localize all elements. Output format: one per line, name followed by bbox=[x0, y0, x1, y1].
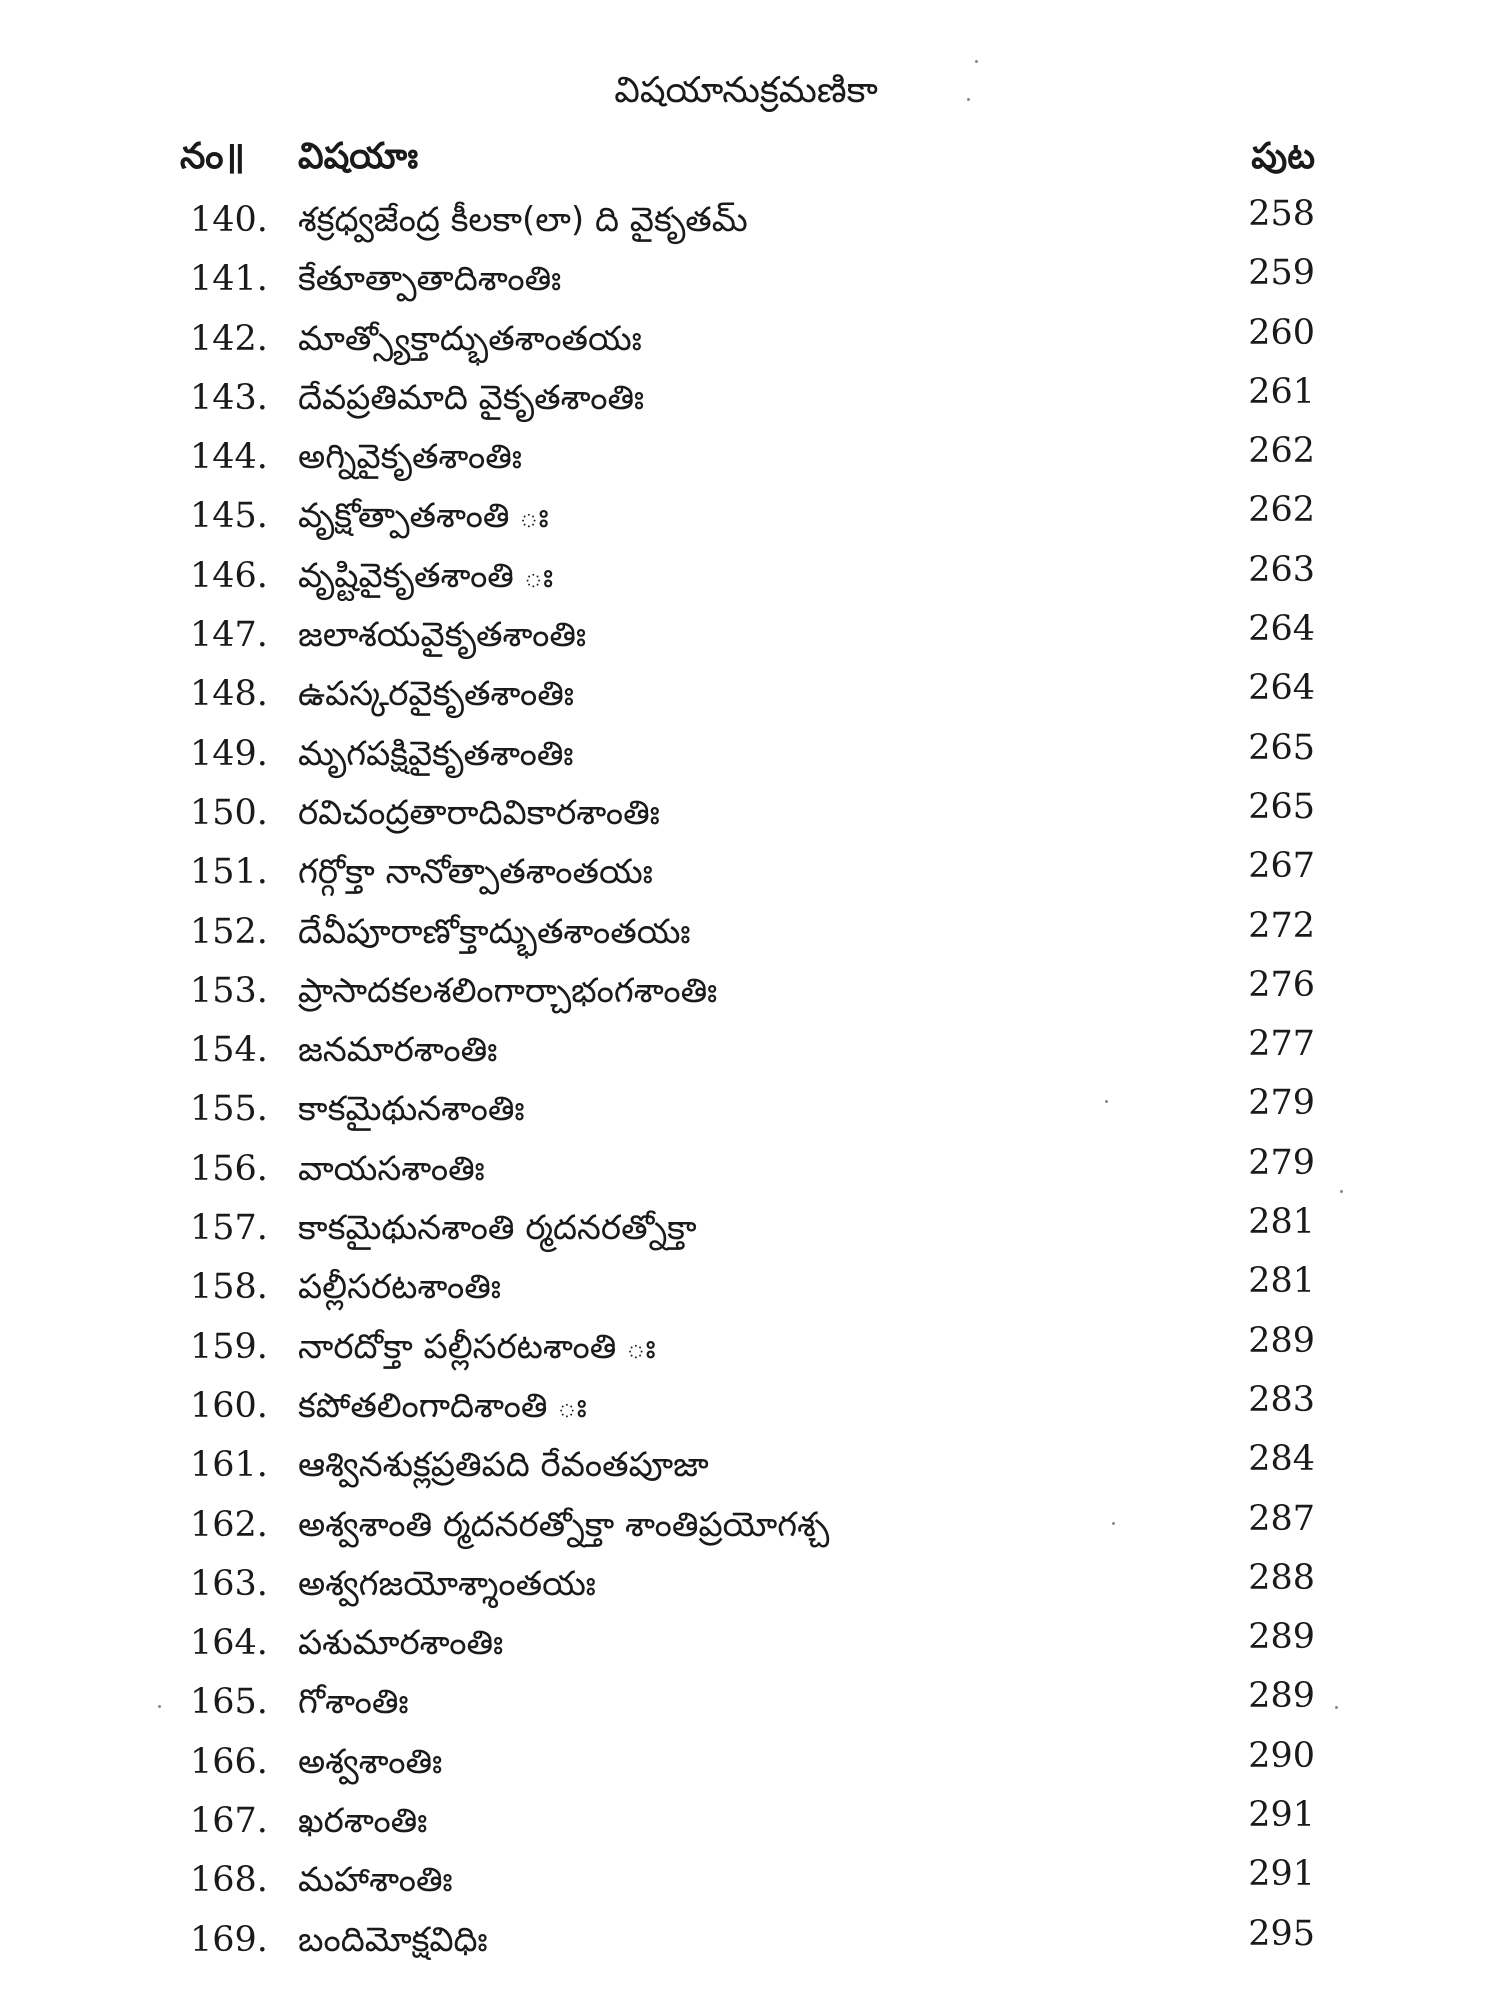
entry-number: 145. bbox=[190, 496, 268, 537]
toc-row bbox=[190, 312, 1315, 378]
toc-row bbox=[190, 1202, 1315, 1267]
entry-page: 264 bbox=[1248, 668, 1315, 709]
toc-row bbox=[190, 1676, 1315, 1741]
entry-subject: దేవప్రతిమాది వైకృతశాంతిః bbox=[298, 377, 645, 418]
table-of-contents bbox=[190, 194, 1315, 1979]
toc-row bbox=[190, 1913, 1315, 1979]
entry-number: 154. bbox=[190, 1030, 268, 1071]
toc-row bbox=[190, 1617, 1315, 1682]
entry-page: 265 bbox=[1248, 727, 1315, 768]
scan-speck bbox=[1105, 1100, 1108, 1103]
toc-row bbox=[190, 609, 1315, 674]
toc-row bbox=[190, 1142, 1315, 1208]
entry-page: 283 bbox=[1248, 1379, 1315, 1420]
toc-row bbox=[190, 1439, 1315, 1504]
entry-page: 290 bbox=[1248, 1735, 1315, 1776]
toc-row bbox=[190, 371, 1315, 437]
entry-page: 279 bbox=[1248, 1083, 1315, 1124]
header-page: పుట bbox=[1251, 136, 1315, 177]
entry-subject: కాకమైథునశాంతిః bbox=[298, 1089, 525, 1130]
entry-number: 167. bbox=[190, 1801, 268, 1842]
toc-row bbox=[190, 905, 1315, 971]
entry-page: 265 bbox=[1248, 786, 1315, 827]
entry-number: 151. bbox=[190, 852, 268, 893]
scan-speck bbox=[1335, 1706, 1338, 1709]
page-title-text: విషయానుక్రమణికా bbox=[614, 70, 878, 111]
entry-subject: కేతూత్పాతాదిశాంతిః bbox=[298, 259, 562, 300]
entry-number: 163. bbox=[190, 1563, 268, 1604]
entry-page: 267 bbox=[1248, 846, 1315, 887]
entry-number: 166. bbox=[190, 1741, 268, 1782]
entry-subject: పల్లీసరటశాంతిః bbox=[298, 1267, 501, 1308]
entry-subject: శక్రధ్వజేంద్ర కీలకా(లా) ది వైకృతమ్ bbox=[298, 200, 748, 240]
entry-number: 149. bbox=[190, 733, 268, 774]
scan-speck bbox=[1112, 1522, 1115, 1525]
entry-subject: జనమారశాంతిః bbox=[298, 1030, 498, 1071]
entry-page: 284 bbox=[1248, 1439, 1315, 1480]
entry-subject: జలాశయవైకృతశాంతిః bbox=[298, 615, 587, 656]
toc-row bbox=[190, 1795, 1315, 1860]
entry-number: 142. bbox=[190, 318, 268, 359]
entry-subject: గోశాంతిః bbox=[298, 1682, 409, 1723]
entry-number: 157. bbox=[190, 1208, 268, 1249]
entry-page: 277 bbox=[1248, 1024, 1315, 1065]
entry-subject: వాయసశాంతిః bbox=[298, 1148, 485, 1189]
toc-row bbox=[190, 964, 1315, 1030]
entry-subject: గర్గోక్తా నానోత్పాతశాంతయః bbox=[298, 852, 653, 893]
table-header bbox=[180, 136, 1315, 186]
toc-row bbox=[190, 727, 1315, 793]
toc-row bbox=[190, 786, 1315, 852]
entry-number: 160. bbox=[190, 1385, 268, 1426]
entry-subject: అశ్వశాంతిః bbox=[298, 1741, 443, 1782]
entry-subject: నారదోక్తా పల్లీసరటశాంతి ః bbox=[298, 1326, 656, 1367]
entry-number: 169. bbox=[190, 1919, 268, 1960]
entry-subject: అశ్వశాంతి ర్మదనరత్నోక్తా శాంతిప్రయోగశ్చ bbox=[298, 1504, 830, 1545]
scan-speck bbox=[967, 98, 970, 101]
entry-page: 281 bbox=[1248, 1261, 1315, 1302]
entry-page: 259 bbox=[1248, 253, 1315, 294]
entry-subject: అశ్వగజయోశ్శాంతయః bbox=[298, 1563, 596, 1604]
entry-subject: ఆశ్వినశుక్లప్రతిపది రేవంతపూజా bbox=[298, 1445, 709, 1486]
scan-speck bbox=[1340, 1190, 1343, 1193]
entry-page: 291 bbox=[1248, 1795, 1315, 1836]
entry-page: 289 bbox=[1248, 1676, 1315, 1717]
entry-number: 161. bbox=[190, 1445, 268, 1486]
entry-subject: ప్రాసాదకలశలింగార్చాభంగశాంతిః bbox=[298, 970, 718, 1011]
entry-subject: మహాశాంతిః bbox=[298, 1860, 453, 1901]
entry-number: 165. bbox=[190, 1682, 268, 1723]
entry-page: 289 bbox=[1248, 1617, 1315, 1658]
toc-row bbox=[190, 431, 1315, 496]
page-title bbox=[0, 70, 1500, 120]
entry-page: 276 bbox=[1248, 964, 1315, 1005]
toc-row bbox=[190, 549, 1315, 615]
entry-subject: వృష్టివైకృతశాంతి ః bbox=[298, 555, 554, 596]
header-number: నం॥ bbox=[180, 136, 246, 177]
entry-page: 281 bbox=[1248, 1202, 1315, 1243]
entry-number: 159. bbox=[190, 1326, 268, 1367]
entry-page: 291 bbox=[1248, 1854, 1315, 1895]
entry-number: 146. bbox=[190, 555, 268, 596]
entry-number: 153. bbox=[190, 970, 268, 1011]
toc-row bbox=[190, 1261, 1315, 1326]
entry-number: 141. bbox=[190, 259, 268, 300]
entry-page: 258 bbox=[1248, 194, 1315, 234]
toc-row bbox=[190, 194, 1315, 259]
entry-page: 287 bbox=[1248, 1498, 1315, 1539]
entry-number: 155. bbox=[190, 1089, 268, 1130]
entry-number: 140. bbox=[190, 200, 268, 240]
entry-page: 262 bbox=[1248, 431, 1315, 472]
entry-number: 168. bbox=[190, 1860, 268, 1901]
entry-subject: ఖరశాంతిః bbox=[298, 1801, 428, 1842]
entry-page: 272 bbox=[1248, 905, 1315, 946]
entry-number: 156. bbox=[190, 1148, 268, 1189]
entry-number: 148. bbox=[190, 674, 268, 715]
entry-subject: మాత్స్యోక్తాద్భుతశాంతయః bbox=[298, 318, 642, 359]
toc-row bbox=[190, 1083, 1315, 1148]
entry-number: 150. bbox=[190, 792, 268, 833]
entry-page: 289 bbox=[1248, 1320, 1315, 1361]
entry-number: 162. bbox=[190, 1504, 268, 1545]
toc-row bbox=[190, 1498, 1315, 1564]
entry-number: 143. bbox=[190, 377, 268, 418]
entry-subject: బందిమోక్షవిధిః bbox=[298, 1919, 488, 1960]
entry-number: 144. bbox=[190, 437, 268, 478]
scan-speck bbox=[158, 1705, 161, 1708]
entry-subject: వృక్షోత్పాతశాంతి ః bbox=[298, 496, 549, 537]
entry-page: 279 bbox=[1248, 1142, 1315, 1183]
entry-number: 158. bbox=[190, 1267, 268, 1308]
entry-page: 288 bbox=[1248, 1557, 1315, 1598]
toc-row bbox=[190, 846, 1315, 911]
entry-page: 264 bbox=[1248, 609, 1315, 650]
toc-row bbox=[190, 1557, 1315, 1623]
scan-speck bbox=[975, 60, 978, 63]
toc-row bbox=[190, 1320, 1315, 1386]
entry-number: 164. bbox=[190, 1623, 268, 1664]
entry-subject: కాకమైథునశాంతి ర్మదనరత్నోక్తా bbox=[298, 1208, 697, 1249]
toc-row bbox=[190, 1735, 1315, 1801]
entry-number: 152. bbox=[190, 911, 268, 952]
entry-subject: ఉపస్కరవైకృతశాంతిః bbox=[298, 674, 574, 715]
entry-page: 263 bbox=[1248, 549, 1315, 590]
entry-subject: పశుమారశాంతిః bbox=[298, 1623, 504, 1664]
toc-row bbox=[190, 1854, 1315, 1919]
entry-subject: అగ్నివైకృతశాంతిః bbox=[298, 437, 522, 478]
entry-subject: రవిచంద్రతారాదివికారశాంతిః bbox=[298, 792, 660, 833]
entry-page: 261 bbox=[1248, 371, 1315, 412]
entry-page: 295 bbox=[1248, 1913, 1315, 1954]
toc-row bbox=[190, 253, 1315, 318]
entry-page: 262 bbox=[1248, 490, 1315, 531]
toc-row bbox=[190, 668, 1315, 733]
entry-subject: దేవీపూరాణోక్తాద్భుతశాంతయః bbox=[298, 911, 691, 952]
entry-number: 147. bbox=[190, 615, 268, 656]
entry-page: 260 bbox=[1248, 312, 1315, 353]
toc-row bbox=[190, 1379, 1315, 1445]
toc-row bbox=[190, 1024, 1315, 1089]
toc-row bbox=[190, 490, 1315, 555]
header-subject: విషయాః bbox=[298, 136, 419, 177]
entry-subject: కపోతలింగాదిశాంతి ః bbox=[298, 1385, 587, 1426]
entry-subject: మృగపక్షివైకృతశాంతిః bbox=[298, 733, 574, 774]
